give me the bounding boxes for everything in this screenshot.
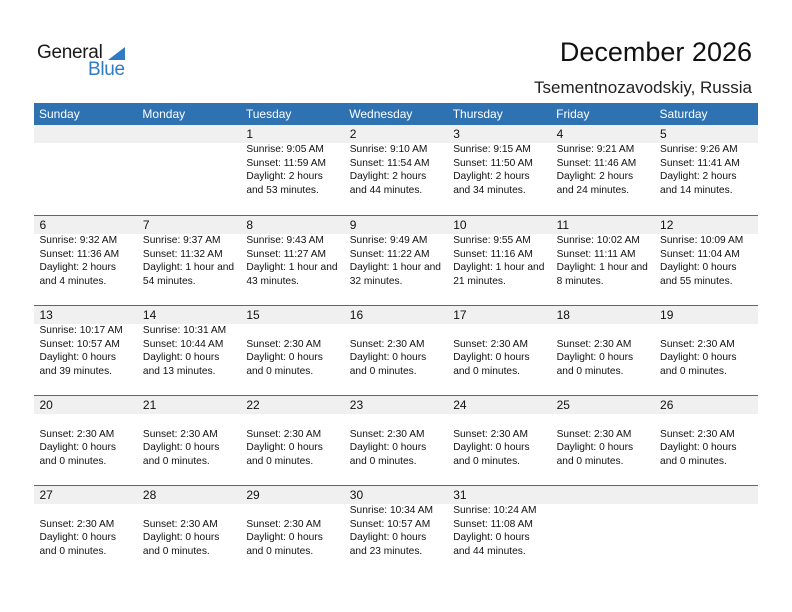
daylight-text: Daylight: 2 hours (39, 262, 116, 273)
day-cell (344, 396, 447, 485)
daylight-text: Daylight: 0 hours (660, 352, 737, 363)
sunrise-text: Sunrise: 9:49 AM (349, 235, 428, 246)
day-number: 25 (556, 398, 570, 412)
blank-line (143, 414, 241, 428)
sunset-text: Sunset: 2:30 AM (556, 428, 632, 440)
sunset-text: Sunset: 2:30 AM (142, 518, 218, 530)
daylight-text: Daylight: 1 hour and (453, 262, 545, 273)
day-cell (241, 306, 344, 395)
day-cell (655, 306, 758, 395)
day-cell (34, 125, 137, 215)
blank-line (246, 504, 344, 518)
day-number: 5 (660, 127, 667, 141)
daylight-text: Daylight: 0 hours (39, 532, 116, 543)
daylight-text: and 39 minutes. (39, 365, 112, 377)
daylight-text: and 0 minutes. (660, 365, 727, 377)
calendar-week-row (34, 215, 758, 305)
sunset-text: Sunset: 11:41 AM (660, 157, 740, 169)
location-subtitle: Tsementnozavodskiy, Russia (534, 78, 752, 97)
daylight-text: Daylight: 1 hour and (246, 262, 338, 273)
sunset-text: Sunset: 2:30 AM (556, 338, 632, 350)
day-cell (34, 216, 137, 305)
daylight-text: Daylight: 0 hours (453, 352, 530, 363)
day-cell (655, 486, 758, 575)
sunset-text: Sunset: 2:30 AM (39, 428, 115, 440)
sunrise-text: Sunrise: 10:17 AM (39, 325, 123, 336)
sunrise-text: Sunrise: 9:55 AM (453, 235, 531, 246)
blank-line (660, 324, 758, 338)
daylight-text: and 23 minutes. (349, 545, 423, 557)
day-number (40, 125, 138, 143)
daylight-text: Daylight: 0 hours (142, 442, 220, 453)
day-cell (655, 396, 758, 485)
sunset-text: Sunset: 11:50 AM (453, 157, 533, 169)
daylight-text: Daylight: 1 hour and (142, 262, 235, 273)
logo-general-text: General (37, 42, 103, 63)
day-cell (344, 306, 447, 395)
day-cell (551, 396, 654, 485)
sunrise-text: Sunrise: 9:05 AM (246, 144, 324, 155)
day-cell (137, 125, 240, 215)
daylight-text: Daylight: 2 hours (246, 171, 323, 182)
sunset-text: Sunset: 11:59 AM (246, 157, 327, 169)
sunset-text: Sunset: 2:30 AM (453, 338, 528, 350)
day-number: 15 (246, 308, 260, 322)
day-cell (241, 125, 344, 215)
daylight-text: Daylight: 2 hours (556, 171, 634, 182)
day-cell (241, 396, 344, 485)
calendar-week-row (34, 395, 758, 485)
sunrise-text: Sunrise: 10:34 AM (349, 505, 434, 516)
day-number: 14 (142, 308, 157, 322)
day-number: 17 (453, 308, 467, 322)
daylight-text: and 0 minutes. (39, 545, 107, 557)
calendar-week-row (34, 305, 758, 395)
weekday-thursday: Thursday (452, 107, 503, 121)
day-number: 23 (349, 398, 364, 412)
daylight-text: 21 minutes. (453, 275, 506, 287)
blank-line (453, 414, 551, 428)
sunset-text: Sunset: 11:54 AM (349, 157, 430, 169)
sunrise-text: Sunrise: 9:21 AM (556, 144, 635, 155)
daylight-text: 8 minutes. (556, 275, 604, 287)
sunset-text: Sunset: 11:36 AM (39, 248, 120, 260)
day-cell (448, 306, 551, 395)
day-number (660, 486, 758, 504)
daylight-text: and 14 minutes. (660, 184, 733, 196)
day-number: 29 (246, 488, 260, 502)
calendar (34, 103, 758, 575)
daylight-text: Daylight: 0 hours (556, 442, 634, 453)
day-number: 28 (142, 488, 157, 502)
day-number: 7 (142, 218, 150, 232)
weekday-sunday: Sunday (39, 107, 80, 121)
daylight-text: Daylight: 2 hours (660, 171, 737, 182)
daylight-text: Daylight: 0 hours (39, 442, 116, 453)
day-cell (551, 216, 654, 305)
calendar-week-row (34, 485, 758, 575)
sunset-text: Sunset: 10:44 AM (142, 338, 224, 350)
day-number: 8 (246, 218, 254, 232)
daylight-text: Daylight: 0 hours (349, 352, 427, 363)
daylight-text: Daylight: 0 hours (246, 352, 323, 363)
sunset-text: Sunset: 2:30 AM (246, 338, 322, 350)
sunrise-text: Sunrise: 9:15 AM (453, 144, 531, 155)
sunrise-text: Sunrise: 10:31 AM (142, 325, 227, 336)
blank-line (557, 324, 655, 338)
daylight-text: Daylight: 2 hours (453, 171, 530, 182)
daylight-text: and 0 minutes. (556, 455, 624, 467)
logo (37, 42, 137, 82)
sunset-text: Sunset: 11:08 AM (453, 518, 533, 530)
day-number: 20 (39, 398, 53, 412)
daylight-text: and 0 minutes. (246, 545, 314, 557)
day-number: 9 (349, 218, 357, 232)
calendar-weeks (34, 125, 758, 575)
day-number: 22 (246, 398, 260, 412)
weekday-wednesday: Wednesday (349, 107, 413, 121)
daylight-text: and 44 minutes. (349, 184, 423, 196)
day-number: 31 (453, 488, 467, 502)
sunrise-text: Sunrise: 9:10 AM (349, 144, 428, 155)
page-title: December 2026 (559, 37, 752, 67)
day-cell (34, 306, 137, 395)
daylight-text: 54 minutes. (142, 275, 196, 287)
sunset-text: Sunset: 11:16 AM (453, 248, 533, 260)
weekday-header (34, 103, 758, 125)
day-cell (448, 125, 551, 215)
weekday-friday: Friday (556, 107, 590, 121)
day-cell (137, 306, 240, 395)
sunset-text: Sunset: 2:30 AM (246, 518, 322, 530)
sunrise-text: Sunrise: 9:32 AM (39, 235, 118, 246)
blank-line (350, 324, 448, 338)
daylight-text: Daylight: 0 hours (660, 442, 737, 453)
day-number: 18 (556, 308, 570, 322)
sunset-text: Sunset: 11:32 AM (142, 248, 223, 260)
day-cell (34, 486, 137, 575)
daylight-text: 32 minutes. (349, 275, 403, 287)
sunset-text: Sunset: 2:30 AM (246, 428, 322, 440)
day-cell (448, 486, 551, 575)
day-number: 16 (349, 308, 364, 322)
daylight-text: and 4 minutes. (39, 275, 107, 287)
sunrise-text: Sunrise: 9:43 AM (246, 235, 324, 246)
sunset-text: Sunset: 11:27 AM (246, 248, 327, 260)
daylight-text: and 55 minutes. (660, 275, 733, 287)
daylight-text: and 53 minutes. (246, 184, 319, 196)
weekday-saturday: Saturday (659, 107, 708, 121)
daylight-text: Daylight: 0 hours (246, 442, 323, 453)
blank-line (350, 414, 448, 428)
day-cell (551, 125, 654, 215)
daylight-text: and 0 minutes. (142, 455, 210, 467)
day-cell (241, 216, 344, 305)
day-cell (344, 486, 447, 575)
daylight-text: Daylight: 1 hour and (349, 262, 441, 273)
day-cell (655, 216, 758, 305)
day-number: 27 (39, 488, 53, 502)
calendar-week-row (34, 125, 758, 215)
day-cell (344, 125, 447, 215)
daylight-text: and 0 minutes. (660, 455, 727, 467)
day-cell (241, 486, 344, 575)
weekday-tuesday: Tuesday (245, 107, 292, 121)
day-cell (551, 486, 654, 575)
blank-line (660, 414, 758, 428)
sunset-text: Sunset: 2:30 AM (349, 338, 425, 350)
day-number: 11 (556, 218, 570, 232)
blank-line (246, 414, 344, 428)
sunrise-text: Sunrise: 10:24 AM (453, 505, 537, 516)
day-cell (344, 216, 447, 305)
day-cell (137, 216, 240, 305)
day-number: 19 (660, 308, 674, 322)
sunset-text: Sunset: 2:30 AM (39, 518, 115, 530)
day-number: 24 (453, 398, 467, 412)
sunset-text: Sunset: 11:46 AM (556, 157, 637, 169)
day-number: 1 (246, 127, 254, 141)
daylight-text: Daylight: 2 hours (349, 171, 427, 182)
daylight-text: Daylight: 0 hours (349, 442, 427, 453)
day-number: 21 (142, 398, 157, 412)
sunrise-text: Sunrise: 10:09 AM (660, 235, 744, 246)
sunset-text: Sunset: 2:30 AM (660, 428, 735, 440)
daylight-text: Daylight: 0 hours (142, 532, 220, 543)
daylight-text: and 13 minutes. (142, 365, 216, 377)
day-number (143, 125, 241, 143)
sunset-text: Sunset: 11:04 AM (660, 248, 740, 260)
sunset-text: Sunset: 2:30 AM (349, 428, 425, 440)
day-cell (448, 396, 551, 485)
day-cell (137, 486, 240, 575)
daylight-text: Daylight: 0 hours (39, 352, 116, 363)
daylight-text: Daylight: 0 hours (453, 532, 530, 543)
daylight-text: and 0 minutes. (246, 365, 314, 377)
sunset-text: Sunset: 11:11 AM (556, 248, 636, 260)
sunset-text: Sunset: 11:22 AM (349, 248, 430, 260)
daylight-text: and 24 minutes. (556, 184, 630, 196)
day-number: 3 (453, 127, 460, 141)
daylight-text: and 0 minutes. (453, 365, 521, 377)
blank-line (557, 414, 655, 428)
day-number: 30 (349, 488, 364, 502)
sunset-text: Sunset: 2:30 AM (453, 428, 528, 440)
day-number: 12 (660, 218, 674, 232)
daylight-text: 43 minutes. (246, 275, 300, 287)
weekday-monday: Monday (142, 107, 186, 121)
daylight-text: and 0 minutes. (142, 545, 210, 557)
sunset-text: Sunset: 10:57 AM (39, 338, 120, 350)
daylight-text: Daylight: 1 hour and (556, 262, 648, 273)
daylight-text: and 0 minutes. (246, 455, 314, 467)
daylight-text: Daylight: 0 hours (246, 532, 323, 543)
daylight-text: and 34 minutes. (453, 184, 526, 196)
day-number: 4 (556, 127, 564, 141)
daylight-text: and 0 minutes. (556, 365, 624, 377)
day-cell (34, 396, 137, 485)
day-cell (551, 306, 654, 395)
daylight-text: and 0 minutes. (349, 455, 417, 467)
daylight-text: and 0 minutes. (39, 455, 107, 467)
day-cell (137, 396, 240, 485)
sunrise-text: Sunrise: 9:37 AM (142, 235, 221, 246)
sunrise-text: Sunrise: 10:02 AM (556, 235, 640, 246)
daylight-text: Daylight: 0 hours (349, 532, 427, 543)
day-number: 26 (660, 398, 674, 412)
blank-line (40, 504, 138, 518)
daylight-text: Daylight: 0 hours (660, 262, 737, 273)
logo-blue-text: Blue (88, 59, 125, 80)
day-number: 10 (453, 218, 467, 232)
day-cell (448, 216, 551, 305)
daylight-text: and 44 minutes. (453, 545, 526, 557)
blank-line (246, 324, 344, 338)
daylight-text: Daylight: 0 hours (142, 352, 220, 363)
day-number: 6 (39, 218, 47, 232)
daylight-text: and 0 minutes. (349, 365, 417, 377)
sunset-text: Sunset: 2:30 AM (142, 428, 218, 440)
day-cell (655, 125, 758, 215)
daylight-text: and 0 minutes. (453, 455, 521, 467)
sunset-text: Sunset: 2:30 AM (660, 338, 735, 350)
day-number: 13 (39, 308, 53, 322)
sunset-text: Sunset: 10:57 AM (349, 518, 431, 530)
blank-line (453, 324, 551, 338)
day-number (557, 486, 655, 504)
blank-line (40, 414, 138, 428)
sunrise-text: Sunrise: 9:26 AM (660, 144, 738, 155)
blank-line (143, 504, 241, 518)
daylight-text: Daylight: 0 hours (556, 352, 634, 363)
daylight-text: Daylight: 0 hours (453, 442, 530, 453)
day-number: 2 (349, 127, 357, 141)
